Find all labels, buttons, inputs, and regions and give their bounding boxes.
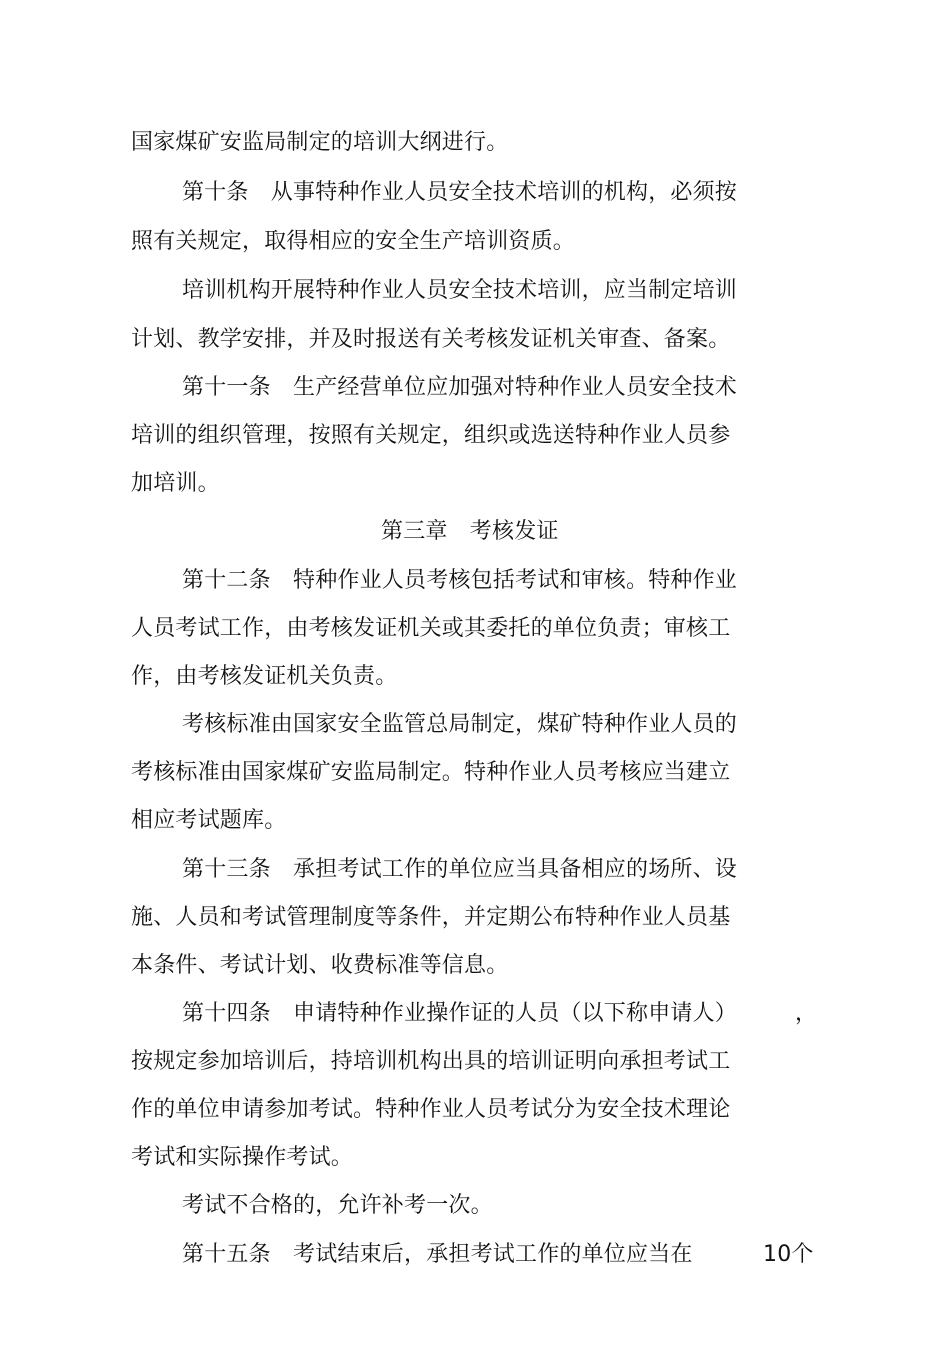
- article-11-line: 第十一条 生产经营单位应加强对特种作业人员安全技术: [182, 375, 738, 400]
- article-10-line: 第十条 从事特种作业人员安全技术培训的机构，必须按: [182, 180, 738, 205]
- article-14-line: 第十四条 申请特种作业操作证的人员（以下称申请人）: [182, 1001, 738, 1026]
- article-12-line: 第十二条 特种作业人员考核包括考试和审核。特种作业: [182, 568, 738, 593]
- text-line: 照有关规定，取得相应的安全生产培训资质。: [131, 229, 576, 254]
- text-line: 计划、教学安排，并及时报送有关考核发证机关审查、备案。: [131, 327, 731, 352]
- text-line: 施、人员和考试管理制度等条件，并定期公布特种作业人员基: [131, 905, 731, 930]
- text-line: 作的单位申请参加考试。特种作业人员考试分为安全技术理论: [131, 1097, 731, 1122]
- article-15-line: 第十五条 考试结束后，承担考试工作的单位应当在: [182, 1242, 693, 1267]
- text-line: 考试和实际操作考试。: [131, 1145, 354, 1170]
- text-line: 人员考试工作，由考核发证机关或其委托的单位负责；审核工: [131, 616, 731, 641]
- text-line: 培训的组织管理，按照有关规定，组织或选送特种作业人员参: [131, 423, 731, 448]
- trailing-number: 10个: [763, 1242, 814, 1267]
- chapter-heading: 第三章 考核发证: [381, 519, 559, 544]
- trailing-comma: ，: [795, 1001, 818, 1026]
- article-13-line: 第十三条 承担考试工作的单位应当具备相应的场所、设: [182, 857, 738, 882]
- text-line: 按规定参加培训后，持培训机构出具的培训证明向承担考试工: [131, 1049, 731, 1074]
- text-line: 培训机构开展特种作业人员安全技术培训，应当制定培训: [182, 278, 738, 303]
- text-line: 国家煤矿安监局制定的培训大纲进行。: [131, 130, 509, 155]
- text-line: 考核标准由国家安全监管总局制定，煤矿特种作业人员的: [182, 712, 738, 737]
- text-line: 加培训。: [131, 471, 220, 496]
- text-line: 相应考试题库。: [131, 808, 287, 833]
- text-line: 本条件、考试计划、收费标准等信息。: [131, 953, 509, 978]
- text-line: 考核标准由国家煤矿安监局制定。特种作业人员考核应当建立: [131, 760, 731, 785]
- text-line: 考试不合格的，允许补考一次。: [182, 1193, 493, 1218]
- text-line: 作，由考核发证机关负责。: [131, 664, 398, 689]
